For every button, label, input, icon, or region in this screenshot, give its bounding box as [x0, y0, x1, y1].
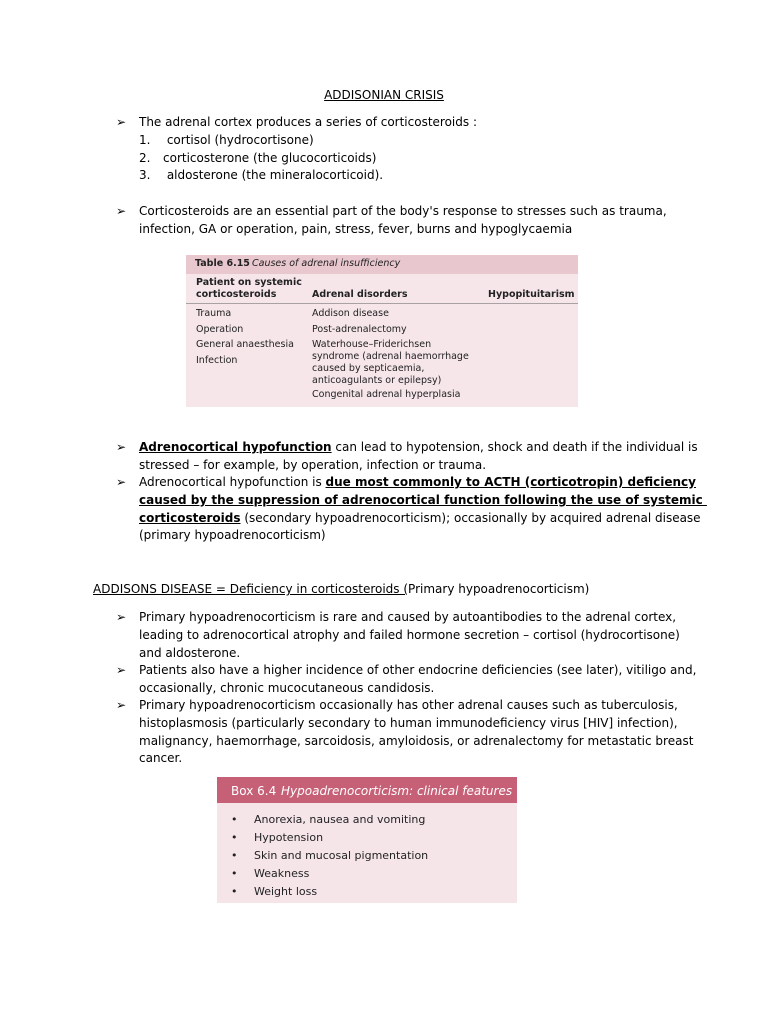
list-text: cortisol (hydrocortisone)	[163, 132, 314, 147]
arrow-bullet-icon: ➢	[116, 698, 127, 712]
list-number: 3.	[139, 168, 151, 183]
primary-hypoadrenocorticism-paragraph	[139, 609, 709, 662]
paragraph-line: and aldosterone.	[139, 645, 241, 660]
endocrine-deficiencies-paragraph	[139, 662, 709, 698]
list-item	[231, 883, 428, 901]
list-item	[231, 847, 428, 865]
arrow-bullet-icon: ➢	[116, 440, 127, 454]
bold-underlined-text: corticosteroids	[139, 510, 241, 525]
arrow-bullet-icon: ➢	[116, 204, 127, 218]
paragraph-text: can lead to hypotension, shock and death if the individual is	[331, 440, 698, 454]
corticosteroid-list	[139, 132, 699, 185]
paragraph-line: cancer.	[139, 751, 183, 766]
header-line: corticosteroids	[196, 289, 277, 300]
paragraph-line: stressed – for example, by operation, infection or trauma.	[139, 457, 487, 472]
list-number: 2.	[139, 150, 151, 165]
bullet-icon: •	[231, 831, 238, 844]
table-cell: Post-adrenalectomy	[312, 323, 407, 335]
arrow-bullet-icon: ➢	[116, 663, 127, 677]
list-text: aldosterone (the mineralocorticoid).	[163, 168, 384, 183]
paragraph-line	[139, 439, 699, 457]
list-text: Skin and mucosal pigmentation	[254, 849, 429, 862]
page-title: ADDISONIAN CRISIS	[324, 88, 444, 102]
list-number: 1.	[139, 132, 151, 147]
paragraph-line: Corticosteroids are an essential part of the body's response to stresses such as trauma,	[139, 204, 667, 218]
paragraph-line: occasionally, chronic mucocutaneous candidosis.	[139, 680, 435, 695]
table-caption: Causes of adrenal insufficiency	[252, 258, 401, 269]
table-header-col1	[196, 277, 302, 301]
table-cell: Trauma	[196, 308, 232, 319]
paragraph-line: infection, GA or operation, pain, stress, fever, burns and hypoglycaemia	[139, 221, 573, 236]
paragraph-line: (primary hypoadrenocorticism)	[139, 528, 326, 543]
list-item	[231, 829, 428, 847]
table-cell: Operation	[196, 323, 244, 335]
clinical-features-list	[231, 811, 428, 901]
heading-text: Primary hypoadrenocorticism)	[408, 582, 590, 596]
hypofunction-paragraph	[139, 439, 699, 475]
bullet-icon: •	[231, 885, 238, 898]
addisons-disease-heading	[93, 581, 693, 599]
bullet-icon: •	[231, 849, 238, 862]
table-col1	[196, 306, 294, 368]
box-caption-bar	[217, 777, 517, 803]
box-caption: Hypoadrenocorticism: clinical features	[281, 784, 513, 798]
list-item	[139, 167, 699, 185]
table-header-col3: Hypopituitarism	[488, 289, 575, 300]
box-label: Box 6.4	[231, 784, 277, 798]
list-item	[139, 132, 699, 150]
table-cell: General anaesthesia	[196, 339, 294, 350]
list-item	[231, 865, 428, 883]
table-cell-multiline	[312, 339, 469, 387]
bold-underlined-text: Adrenocortical hypofunction	[139, 440, 332, 454]
arrow-bullet-icon: ➢	[116, 610, 127, 624]
paragraph-line	[139, 492, 709, 510]
table-divider	[186, 303, 578, 304]
table-cell-line: anticoagulants or epilepsy)	[312, 375, 442, 386]
adrenal-insufficiency-table	[186, 255, 578, 407]
bullet-icon: •	[231, 813, 238, 826]
table-header-col2: Adrenal disorders	[312, 289, 408, 300]
paragraph-line: The adrenal cortex produces a series of corticosteroids :	[139, 115, 477, 129]
list-text: Anorexia, nausea and vomiting	[254, 813, 426, 826]
list-text: Weight loss	[254, 885, 318, 898]
bullet-icon: •	[231, 867, 238, 880]
paragraph-line	[139, 474, 709, 492]
table-cell-line: caused by septicaemia,	[312, 363, 425, 374]
table-col2	[312, 306, 469, 403]
table-label: Table 6.15	[195, 258, 250, 269]
bold-underlined-text: due most commonly to ACTH (corticotropin) deficiency	[325, 475, 696, 489]
clinical-features-box	[217, 777, 517, 903]
corticosteroids-paragraph	[139, 114, 699, 185]
list-item	[231, 811, 428, 829]
paragraph-line: Patients also have a higher incidence of other endocrine deficiencies (see later), vitiligo and,	[139, 663, 697, 677]
table-cell: Addison disease	[312, 308, 389, 319]
list-text: Hypotension	[254, 831, 324, 844]
paragraph-line: malignancy, haemorrhage, sarcoidosis, amyloidosis, or adrenalectomy for metastatic breast	[139, 733, 694, 748]
paragraph-line	[139, 510, 709, 528]
table-cell-line: syndrome (adrenal haemorrhage	[312, 351, 469, 362]
table-caption-bar	[186, 255, 578, 274]
list-item	[139, 150, 699, 168]
table-cell-line: Waterhouse–Friderichsen	[312, 339, 432, 350]
heading-underlined: ADDISONS DISEASE = Deficiency in corticosteroids (	[93, 582, 409, 596]
bold-underlined-text: caused by the suppression of adrenocortical function following the use of systemic	[139, 492, 707, 507]
table-cell: Infection	[196, 354, 238, 366]
paragraph-text: Adrenocortical hypofunction is	[139, 475, 326, 489]
other-causes-paragraph	[139, 697, 709, 768]
paragraph-line: leading to adrenocortical atrophy and failed hormone secretion – cortisol (hydrocortisone)	[139, 627, 680, 642]
arrow-bullet-icon: ➢	[116, 475, 127, 489]
table-cell: Congenital adrenal hyperplasia	[312, 389, 461, 400]
arrow-bullet-icon: ➢	[116, 115, 127, 129]
paragraph-text: (secondary hypoadrenocorticism); occasionally by acquired adrenal disease	[240, 510, 701, 525]
header-line: Patient on systemic	[196, 277, 302, 288]
paragraph-line: Primary hypoadrenocorticism is rare and caused by autoantibodies to the adrenal cortex,	[139, 610, 677, 624]
acth-deficiency-paragraph	[139, 474, 709, 545]
list-text: corticosterone (the glucocorticoids)	[163, 150, 377, 165]
paragraph-line: histoplasmosis (particularly secondary to human immunodeficiency virus [HIV] infection),	[139, 715, 678, 730]
paragraph-line: Primary hypoadrenocorticism occasionally has other adrenal causes such as tuberculosis,	[139, 698, 678, 712]
stress-response-paragraph	[139, 203, 699, 239]
list-text: Weakness	[254, 867, 310, 880]
